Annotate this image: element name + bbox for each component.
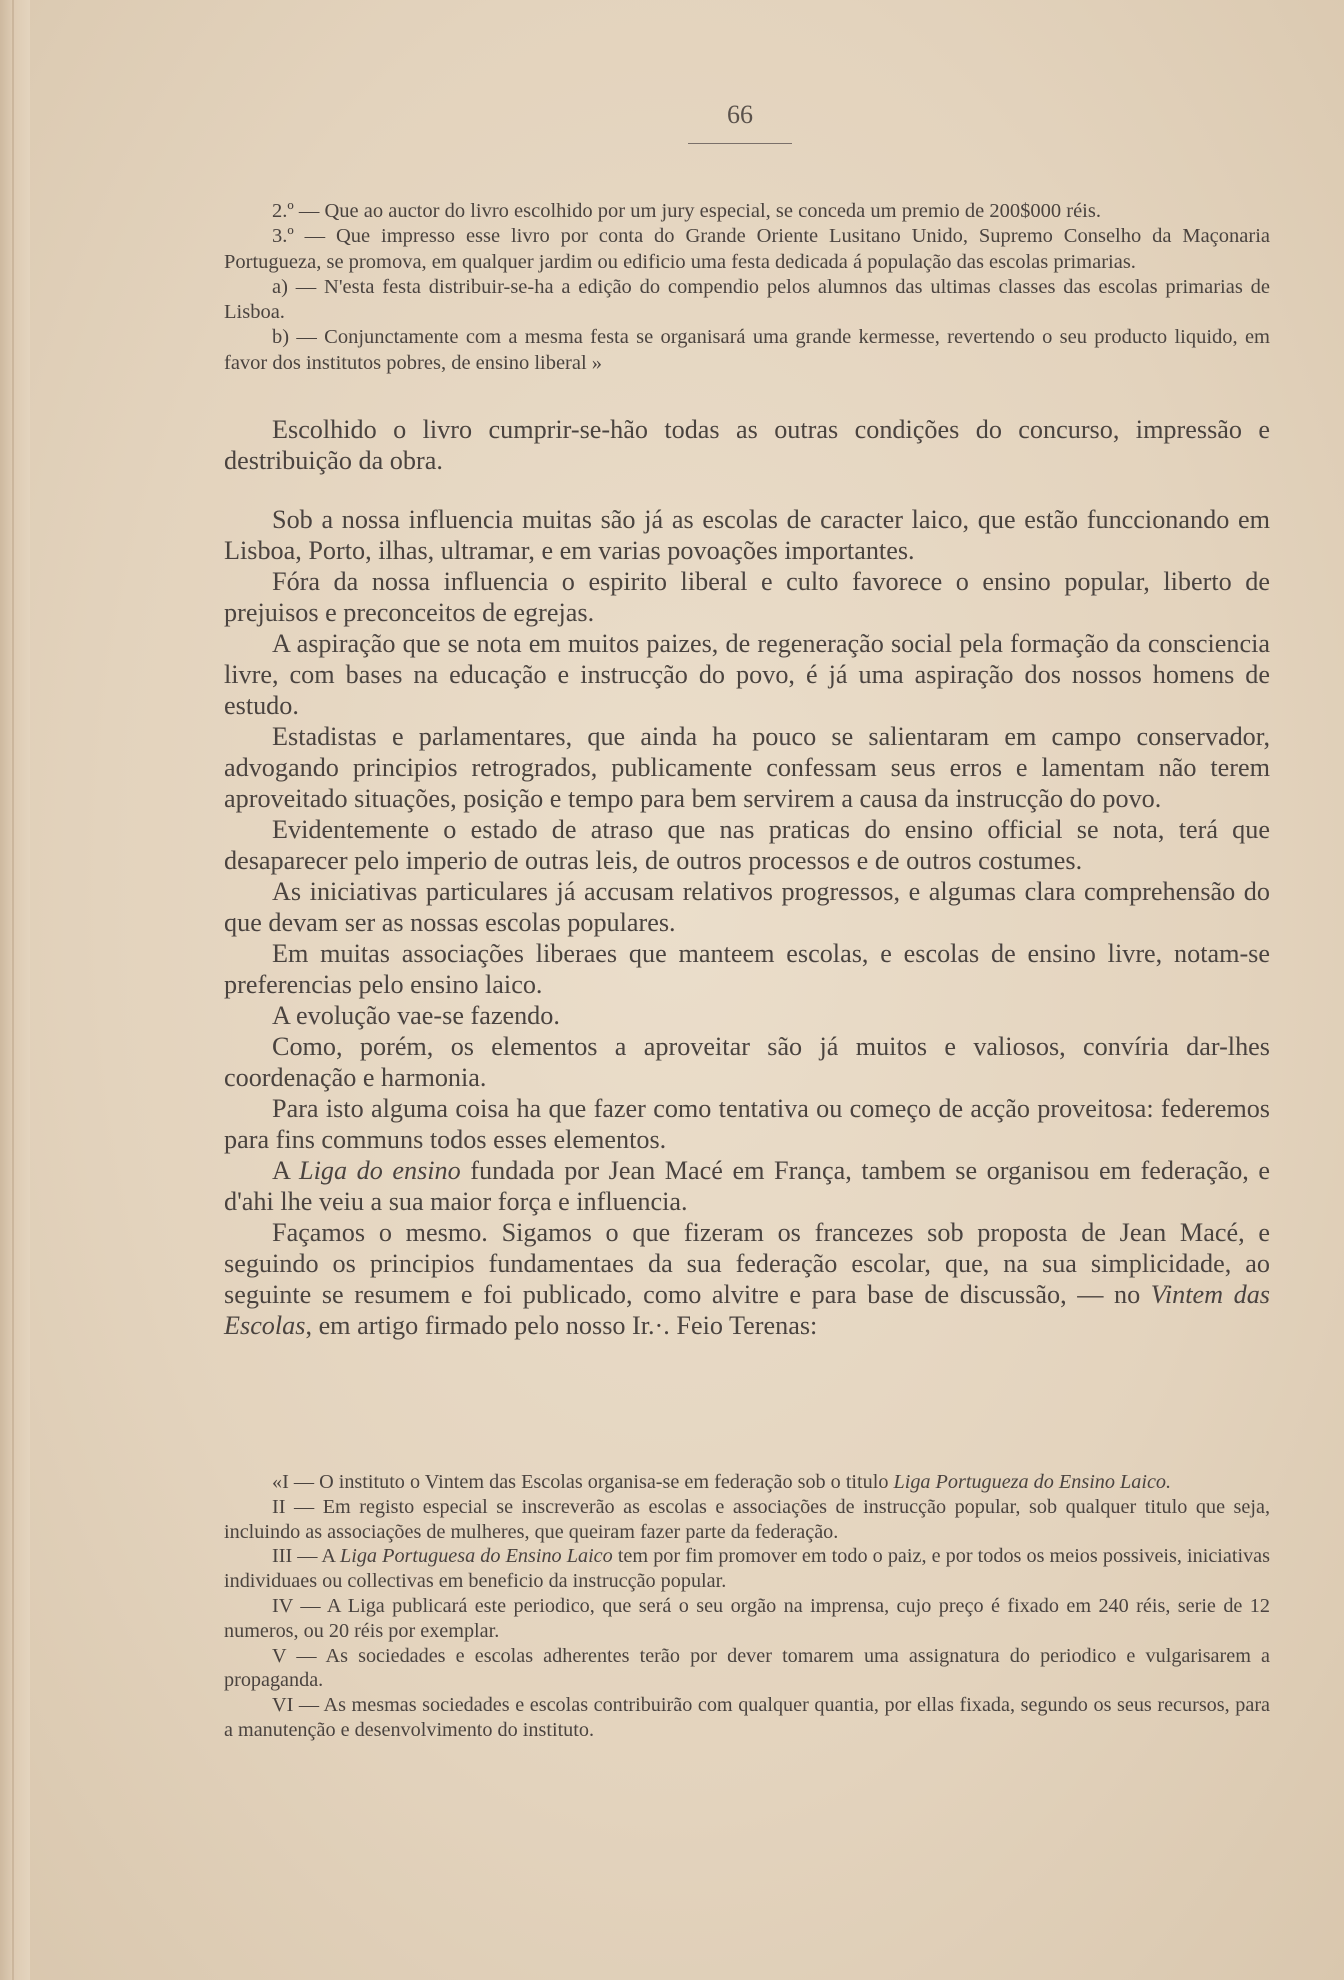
paragraph-como: Como, porém, os elementos a aproveitar são já muitos e valiosos, convíria dar-lhes coordenação e harmonia. [224,1032,1270,1092]
statute-iii [224,1544,1270,1594]
paragraph-concurso: Escolhido o livro cumprir-se-hão todas as outras condições do concurso, impressão e destribuição da obra. [224,415,1270,475]
statute-iii-pre: III — A [272,1545,335,1568]
statute-i-text: «I — O instituto o Vintem das Escolas organisa-se em federação sob o titulo [272,1471,889,1493]
page-number-rule [688,143,792,144]
clause-3b: b) — Conjunctamente com a mesma festa se organisará uma grande kermesse, revertendo o seu producto liquido, em favor dos institutos pobres, de ensino liberal » [224,326,1270,374]
statute-iii-title: Liga Portuguesa do Ensino Laico [340,1545,613,1568]
liga-name: Liga do ensino [299,1156,461,1185]
statute-vi: VI — As mesmas sociedades e escolas contribuirão com qualquer quantia, por ellas fixada, segundo os seus recursos, para a manutenção e desenvolvimento do instituto. [224,1694,1270,1741]
facamos-post: , em artigo firmado pelo nosso Ir.·. Feio Terenas: [305,1311,818,1340]
after-proposal [224,414,1270,476]
page-number: 66 [727,100,753,129]
periodical-title: Vintem das Escolas [224,1280,1270,1340]
statute-i-title: Liga Portugueza do Ensino Laico. [893,1471,1172,1493]
paragraph-aspiracao: A aspiração que se nota em muitos paizes, de regeneração social pela formação da consciencia livre, com bases na educação e instrucção do povo, é já uma aspiração dos nossos homens de estudo. [224,629,1270,720]
paragraph-facamos [224,1217,1270,1341]
page-spine [0,0,30,1980]
paragraph-evidentemente: Evidentemente o estado de atraso que nas praticas do ensino official se nota, terá que desaparecer pelo imperio de outras leis, de outros processos e de outros costumes. [224,815,1270,875]
paragraph-influencia: Sob a nossa influencia muitas são já as escolas de caracter laico, que estão funccionando em Lisboa, Porto, ilhas, ultramar, e em varias povoações importantes. [224,505,1270,565]
statute-i [224,1470,1270,1495]
liga-post: fundada por Jean Macé em França, tambem se organisou em federação, e d'ahi lhe veiu a sua maior força e influencia. [224,1156,1271,1216]
clause-3: 3.º — Que impresso esse livro por conta do Grande Oriente Lusitano Unido, Supremo Conselho da Maçonaria Portugueza, se promova, em qualquer jardim ou edificio uma festa dedicada á população das escolas primarias. [224,225,1270,273]
statute-ii: II — Em registo especial se inscreverão as escolas e associações de instrucção popular, sob qualquer titulo que seja, incluindo as associações de mulheres, que queiram fazer parte da federação. [224,1495,1270,1543]
paragraph-iniciativas: As iniciativas particulares já accusam relativos progressos, e algumas clara comprehensão do que devam ser as nossas escolas populares. [224,877,1270,937]
liga-pre: A [272,1156,290,1185]
statute-v: V — As sociedades e escolas adherentes terão por dever tomarem uma assignatura do periodico e vulgarisarem a propaganda. [224,1644,1270,1692]
facamos-pre: Façamos o mesmo. Sigamos o que fizeram os francezes sob proposta de Jean Macé, e seguindo os principios fundamentaes da sua federação escolar, que, na sua simplicidade, ao seguinte se resumem e foi publicado, como alvitre e para base de discussão, — no [224,1218,1270,1309]
clause-3a: a) — N'esta festa distribuir-se-ha a edição do compendio pelos alumnos das ultimas classes das escolas primarias de Lisboa. [224,275,1270,324]
paragraph-fora: Fóra da nossa influencia o espirito liberal e culto favorece o ensino popular, liberto de prejuisos e preconceitos de egrejas. [224,567,1270,627]
clause-2: 2.º — Que ao auctor do livro escolhido por um jury especial, se conceda um premio de 200$000 réis. [272,200,1101,222]
main-text [224,504,1270,1341]
binding-edge [12,0,14,1980]
paragraph-liga [224,1155,1270,1217]
statutes [224,1470,1270,1743]
paragraph-estadistas: Estadistas e parlamentares, que ainda ha pouco se salientaram em campo conservador, advogando principios retrogrados, publicamente confessam seus erros e lamentam não terem aproveitado situações, posição e tempo para bem servirem a causa da instrucção do povo. [224,722,1270,813]
paragraph-para-isto: Para isto alguma coisa ha que fazer como tentativa ou começo de acção proveitosa: federemos para fins communs todos esses elementos. [224,1094,1270,1154]
paragraph-evolucao: A evolução vae-se fazendo. [272,1001,560,1030]
statute-iv: IV — A Liga publicará este periodico, que será o seu orgão na imprensa, cujo preço é fixado em 240 réis, serie de 12 numeros, ou 20 réis por exemplar. [224,1594,1270,1642]
statute-iii-post: tem por fim promover em todo o paiz, e por todos os meios possiveis, iniciativas individuaes ou collectivas em beneficio da instrucção popular. [224,1545,1270,1593]
proposal-clauses [224,199,1270,376]
paragraph-associacoes: Em muitas associações liberaes que manteem escolas, e escolas de ensino livre, notam-se preferencias pelo ensino laico. [224,939,1270,999]
